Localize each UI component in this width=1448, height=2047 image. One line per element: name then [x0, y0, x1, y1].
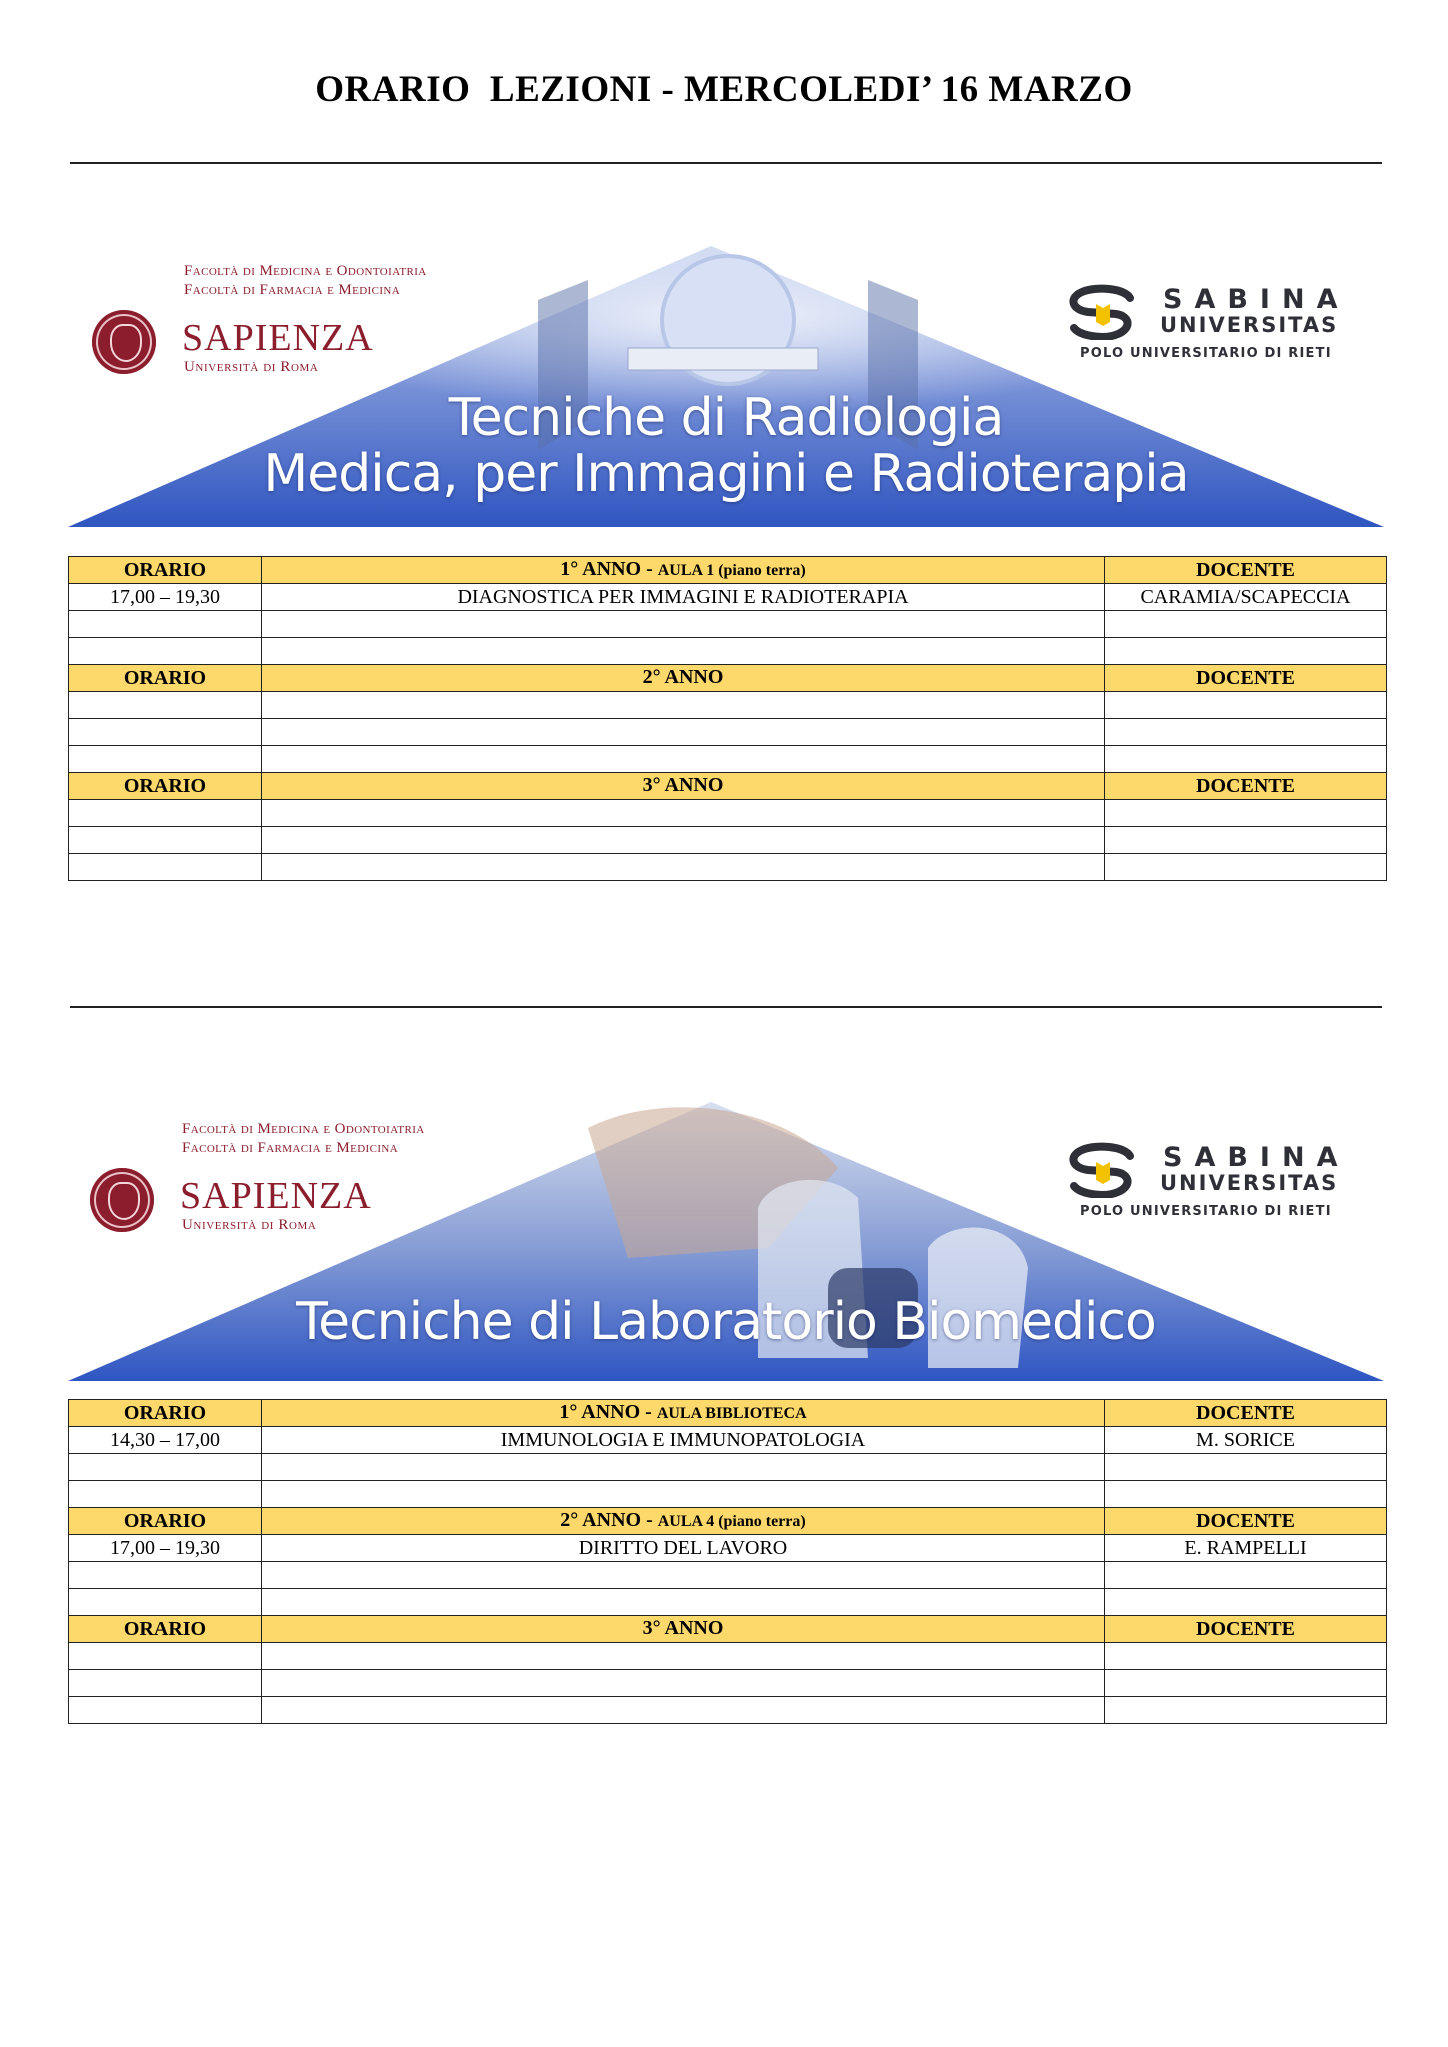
teacher-cell	[1105, 611, 1387, 638]
table-row	[69, 800, 1387, 827]
teacher-cell	[1105, 719, 1387, 746]
sabina-polo: POLO UNIVERSITARIO DI RIETI	[1080, 346, 1332, 361]
sabina-name: SABINA	[1163, 1142, 1350, 1173]
year-header: 2° ANNO - AULA 4 (piano terra)	[262, 1508, 1105, 1535]
year-header: 2° ANNO	[262, 665, 1105, 692]
teacher-cell	[1105, 638, 1387, 665]
subject-cell	[262, 1643, 1105, 1670]
table-row	[69, 1427, 1387, 1454]
time-cell	[69, 746, 262, 773]
schedule-table-radiologia	[68, 556, 1387, 881]
teacher-cell	[1105, 827, 1387, 854]
sapienza-subtitle: Università di Roma	[182, 1217, 317, 1233]
subject-cell	[262, 638, 1105, 665]
docente-header: DOCENTE	[1105, 773, 1387, 800]
teacher-cell	[1105, 1670, 1387, 1697]
faculty-line: Facoltà di Farmacia e Medicina	[184, 282, 401, 298]
table-row	[69, 1643, 1387, 1670]
docente-header: DOCENTE	[1105, 665, 1387, 692]
orario-header: ORARIO	[69, 665, 262, 692]
docente-header: DOCENTE	[1105, 557, 1387, 584]
orario-header: ORARIO	[69, 1400, 262, 1427]
sapienza-seal-icon	[92, 310, 156, 374]
docente-header: DOCENTE	[1105, 1508, 1387, 1535]
table-row	[69, 611, 1387, 638]
teacher-cell	[1105, 854, 1387, 881]
teacher-cell: E. RAMPELLI	[1105, 1535, 1387, 1562]
table-row	[69, 854, 1387, 881]
table-row	[69, 1562, 1387, 1589]
subject-cell: DIAGNOSTICA PER IMMAGINI E RADIOTERAPIA	[262, 584, 1105, 611]
docente-header: DOCENTE	[1105, 1400, 1387, 1427]
sapienza-name: SAPIENZA	[180, 1175, 372, 1217]
subject-cell	[262, 611, 1105, 638]
docente-header: DOCENTE	[1105, 1616, 1387, 1643]
sabina-universitas: UNIVERSITAS	[1160, 1171, 1339, 1195]
faculty-line: Facoltà di Farmacia e Medicina	[182, 1140, 399, 1156]
table-row	[69, 584, 1387, 611]
subject-cell	[262, 1454, 1105, 1481]
schedule-table-laboratorio	[68, 1399, 1387, 1724]
course-banner-radiologia	[68, 240, 1384, 527]
subject-cell	[262, 746, 1105, 773]
course-title-line: Medica, per Immagini e Radioterapia	[263, 444, 1189, 505]
divider-line	[70, 162, 1382, 164]
table-row	[69, 1481, 1387, 1508]
time-cell	[69, 1562, 262, 1589]
table-row	[69, 1454, 1387, 1481]
year-header: 3° ANNO	[262, 773, 1105, 800]
time-cell	[69, 1643, 262, 1670]
subject-cell	[262, 1670, 1105, 1697]
table-header-row	[69, 1400, 1387, 1427]
subject-cell	[262, 1562, 1105, 1589]
time-cell	[69, 1589, 262, 1616]
time-cell: 17,00 – 19,30	[69, 1535, 262, 1562]
time-cell	[69, 1670, 262, 1697]
table-row	[69, 1535, 1387, 1562]
year-header: 1° ANNO - AULA BIBLIOTECA	[262, 1400, 1105, 1427]
teacher-cell	[1105, 1589, 1387, 1616]
subject-cell	[262, 800, 1105, 827]
time-cell	[69, 719, 262, 746]
teacher-cell	[1105, 1562, 1387, 1589]
time-cell	[69, 827, 262, 854]
year-header: 3° ANNO	[262, 1616, 1105, 1643]
time-cell	[69, 611, 262, 638]
table-row	[69, 1697, 1387, 1724]
orario-header: ORARIO	[69, 557, 262, 584]
page-title: ORARIO LEZIONI - MERCOLEDI’ 16 MARZO	[315, 69, 1133, 110]
table-header-row	[69, 773, 1387, 800]
time-cell: 14,30 – 17,00	[69, 1427, 262, 1454]
teacher-cell	[1105, 1643, 1387, 1670]
time-cell: 17,00 – 19,30	[69, 584, 262, 611]
teacher-cell	[1105, 1454, 1387, 1481]
table-row	[69, 746, 1387, 773]
orario-header: ORARIO	[69, 1616, 262, 1643]
subject-cell	[262, 692, 1105, 719]
subject-cell	[262, 719, 1105, 746]
teacher-cell	[1105, 1481, 1387, 1508]
teacher-cell: M. SORICE	[1105, 1427, 1387, 1454]
subject-cell	[262, 854, 1105, 881]
table-row	[69, 638, 1387, 665]
course-title-line: Tecniche di Laboratorio Biomedico	[296, 1292, 1156, 1352]
table-header-row	[69, 1616, 1387, 1643]
time-cell	[69, 854, 262, 881]
divider-line	[70, 1006, 1382, 1008]
sabina-polo: POLO UNIVERSITARIO DI RIETI	[1080, 1204, 1332, 1219]
sabina-universitas: UNIVERSITAS	[1160, 313, 1339, 337]
table-row	[69, 1589, 1387, 1616]
table-row	[69, 692, 1387, 719]
time-cell	[69, 1697, 262, 1724]
course-banner-laboratorio	[68, 1098, 1384, 1381]
year-header: 1° ANNO - AULA 1 (piano terra)	[262, 557, 1105, 584]
sapienza-name: SAPIENZA	[182, 317, 374, 359]
time-cell	[69, 692, 262, 719]
subject-cell	[262, 1697, 1105, 1724]
time-cell	[69, 1454, 262, 1481]
teacher-cell	[1105, 800, 1387, 827]
teacher-cell	[1105, 692, 1387, 719]
orario-header: ORARIO	[69, 1508, 262, 1535]
table-header-row	[69, 665, 1387, 692]
sabina-logo-icon	[1066, 284, 1140, 340]
subject-cell	[262, 1481, 1105, 1508]
orario-header: ORARIO	[69, 773, 262, 800]
teacher-cell	[1105, 746, 1387, 773]
time-cell	[69, 800, 262, 827]
course-title-line: Tecniche di Radiologia	[448, 388, 1004, 448]
time-cell	[69, 638, 262, 665]
table-header-row	[69, 1508, 1387, 1535]
faculty-line: Facoltà di Medicina e Odontoiatria	[182, 1121, 425, 1137]
faculty-line: Facoltà di Medicina e Odontoiatria	[184, 263, 427, 279]
table-row	[69, 719, 1387, 746]
sabina-name: SABINA	[1163, 284, 1350, 315]
sapienza-seal-icon	[90, 1168, 154, 1232]
time-cell	[69, 1481, 262, 1508]
subject-cell: DIRITTO DEL LAVORO	[262, 1535, 1105, 1562]
subject-cell	[262, 1589, 1105, 1616]
subject-cell	[262, 827, 1105, 854]
table-row	[69, 1670, 1387, 1697]
subject-cell: IMMUNOLOGIA E IMMUNOPATOLOGIA	[262, 1427, 1105, 1454]
table-row	[69, 827, 1387, 854]
table-header-row	[69, 557, 1387, 584]
teacher-cell: CARAMIA/SCAPECCIA	[1105, 584, 1387, 611]
sabina-logo-icon	[1066, 1142, 1140, 1198]
sapienza-subtitle: Università di Roma	[184, 359, 319, 375]
teacher-cell	[1105, 1697, 1387, 1724]
